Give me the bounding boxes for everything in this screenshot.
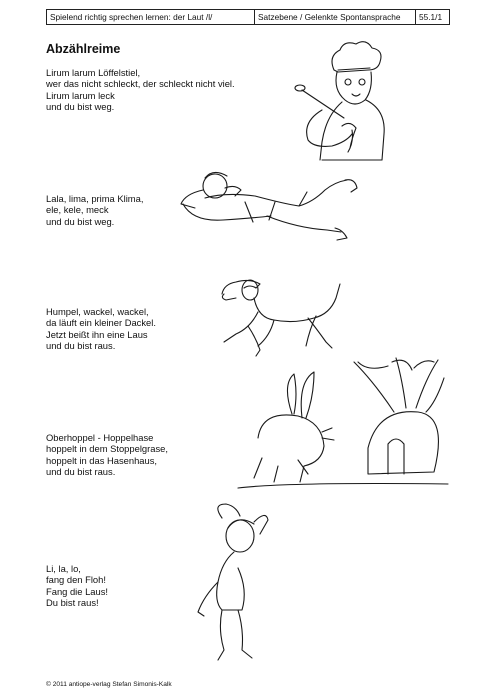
verse-line: Oberhoppel - Hoppelhase (46, 432, 154, 443)
verse-line: Du bist raus! (46, 597, 99, 609)
copyright-footer: © 2011 antiope-verlag Stefan Simonis-Kalk (46, 681, 172, 688)
verse-line: Lala, lima, prima Klima, (46, 193, 144, 204)
verse-line: wer das nicht schleckt, der schleckt nicht viel. (46, 78, 235, 90)
verse-line: und du bist raus. (46, 340, 116, 352)
verse-4 (46, 432, 168, 478)
header-series-title: Spielend richtig sprechen lernen: der Laut /l/ (47, 10, 255, 24)
verse-line: und du bist weg. (46, 101, 115, 113)
verse-line: hoppelt in das Hasenhaus, (46, 454, 158, 466)
verse-line: da läuft ein kleiner Dackel. (46, 317, 156, 329)
verse-line: fang den Floh! (46, 574, 106, 586)
verse-line: Jetzt beißt ihn eine Laus (46, 328, 148, 340)
header-section: Satzebene / Gelenkte Spontansprache (255, 10, 416, 24)
page-header (46, 9, 450, 25)
reclining-boy-icon (175, 168, 365, 253)
verse-line: Li, la, lo, (46, 563, 81, 574)
verse-line: ele, kele, meck (46, 204, 109, 216)
header-page-number: 55.1/1 (419, 12, 443, 22)
page-title: Abzählreime (46, 42, 121, 56)
verse-line: und du bist weg. (46, 215, 115, 227)
verse-1 (46, 67, 235, 113)
dachshund-icon (218, 272, 346, 358)
verse-line: hoppelt in dem Stoppelgrase, (46, 443, 168, 455)
scratching-boy-icon (192, 498, 282, 663)
verse-line: Lirum larum leck (46, 89, 115, 101)
chef-eating-icon (282, 40, 392, 165)
verse-line: Lirum larum Löffelstiel, (46, 67, 141, 78)
verse-line: und du bist raus. (46, 466, 116, 478)
verse-3 (46, 306, 156, 352)
rabbit-carrot-house-icon (238, 348, 448, 498)
verse-5 (46, 563, 108, 609)
verse-line: Fang die Laus! (46, 585, 109, 597)
verse-line: Humpel, wackel, wackel, (46, 306, 149, 317)
verse-2 (46, 193, 143, 227)
